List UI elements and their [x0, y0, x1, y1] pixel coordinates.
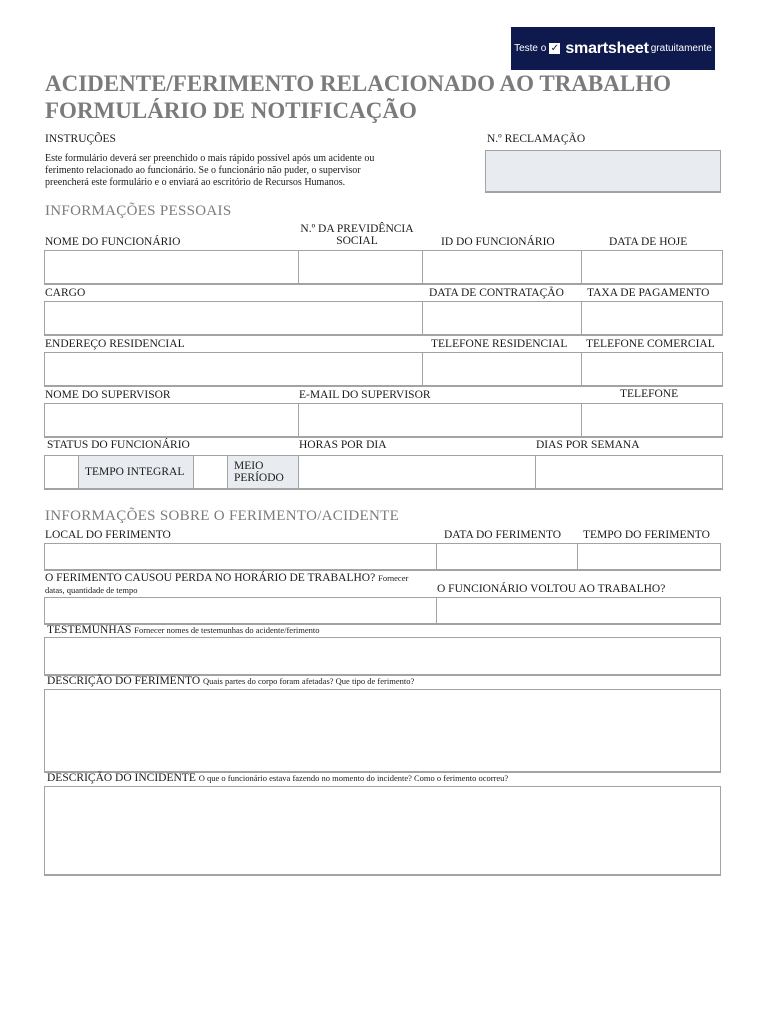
banner-suffix: gratuitamente: [650, 43, 712, 54]
days-per-week-label: DIAS POR SEMANA: [536, 439, 640, 451]
instructions-line: Este formulário deverá ser preenchido o mais rápido possível após um acidente ou: [45, 153, 375, 164]
employee-id-field[interactable]: [423, 251, 582, 283]
injury-info-heading: INFORMAÇÕES SOBRE O FERIMENTO/ACIDENTE: [45, 508, 400, 524]
hours-per-day-field[interactable]: [299, 456, 536, 488]
supervisor-phone-field[interactable]: [582, 404, 722, 436]
personal-row-3: [44, 352, 723, 387]
supervisor-name-label: NOME DO SUPERVISOR: [45, 389, 171, 401]
injury-description-field[interactable]: [44, 689, 721, 773]
witnesses-title: TESTEMUNHAS: [47, 624, 132, 636]
ssn-label-line: N.º DA PREVIDÊNCIA: [300, 223, 414, 235]
supervisor-email-label: E-MAIL DO SUPERVISOR: [299, 389, 431, 401]
instructions-heading: INSTRUÇÕES: [45, 133, 116, 145]
smartsheet-trial-banner[interactable]: [511, 27, 715, 70]
instructions-line: preencherá este formulário e o enviará ao escritório de Recursos Humanos.: [45, 177, 346, 188]
days-per-week-field[interactable]: [536, 456, 722, 488]
banner-brand: smartsheet: [565, 39, 649, 57]
work-phone-label: TELEFONE COMERCIAL: [586, 338, 715, 350]
injury-location-label: LOCAL DO FERIMENTO: [45, 529, 171, 541]
returned-to-work-field[interactable]: [437, 598, 720, 623]
injury-time-field[interactable]: [578, 544, 720, 569]
witnesses-hint: Fornecer nomes de testemunhas do acidente/ferimento: [134, 625, 320, 635]
banner-prefix: Teste o: [514, 43, 547, 54]
injury-time-label: TEMPO DO FERIMENTO: [583, 529, 710, 541]
part-time-checkbox[interactable]: [194, 456, 228, 488]
incident-description-field[interactable]: [44, 786, 721, 876]
pay-rate-field[interactable]: [582, 302, 722, 334]
hours-per-day-label: HORAS POR DIA: [299, 439, 387, 451]
form-title-line1: ACIDENTE/FERIMENTO RELACIONADO AO TRABALHO: [45, 71, 671, 96]
job-title-label: CARGO: [45, 287, 86, 299]
lost-time-hint: Fornecer: [378, 573, 409, 583]
ssn-label: [298, 223, 416, 247]
claim-number-field[interactable]: [485, 150, 721, 193]
injury-description-label: [47, 675, 414, 687]
pay-rate-label: TAXA DE PAGAMENTO: [587, 287, 710, 299]
witnesses-label: [47, 624, 320, 636]
full-time-label: TEMPO INTEGRAL: [79, 456, 194, 488]
incident-description-label: [47, 772, 508, 784]
incident-description-hint: O que o funcionário estava fazendo no momento do incidente? Como o ferimento ocorreu?: [198, 773, 509, 783]
employee-name-field[interactable]: [45, 251, 299, 283]
form-title-line2: FORMULÁRIO DE NOTIFICAÇÃO: [45, 98, 417, 123]
injury-date-label: DATA DO FERIMENTO: [444, 529, 562, 541]
incident-description-title: DESCRIÇÃO DO INCIDENTE: [47, 772, 196, 784]
home-phone-field[interactable]: [423, 353, 582, 385]
ssn-label-line: SOCIAL: [336, 235, 378, 247]
witnesses-field[interactable]: [44, 637, 721, 676]
instructions-text: [45, 153, 374, 189]
returned-to-work-label: O FUNCIONÁRIO VOLTOU AO TRABALHO?: [437, 583, 666, 595]
work-phone-field[interactable]: [582, 353, 722, 385]
supervisor-phone-label: TELEFONE: [620, 388, 679, 400]
home-address-label: ENDEREÇO RESIDENCIAL: [45, 338, 185, 350]
employee-name-label: NOME DO FUNCIONÁRIO: [45, 236, 181, 248]
home-phone-label: TELEFONE RESIDENCIAL: [431, 338, 568, 350]
part-time-label: [228, 456, 299, 488]
supervisor-name-field[interactable]: [45, 404, 299, 436]
lost-time-label: [45, 572, 408, 584]
full-time-checkbox[interactable]: [45, 456, 79, 488]
personal-row-5: [44, 455, 723, 490]
supervisor-email-field[interactable]: [299, 404, 582, 436]
home-address-field[interactable]: [45, 353, 423, 385]
personal-row-4: [44, 403, 723, 438]
injury-date-field[interactable]: [437, 544, 578, 569]
smartsheet-check-icon: ✓: [550, 43, 560, 54]
ssn-field[interactable]: [299, 251, 423, 283]
part-time-label-line: PERÍODO: [234, 472, 284, 484]
instructions-line: ferimento relacionado ao funcionário. Se o funcionário não puder, o supervisor: [45, 165, 361, 176]
injury-row-1: [44, 543, 721, 571]
injury-row-2: [44, 597, 721, 625]
job-title-field[interactable]: [45, 302, 423, 334]
claim-number-label: N.º RECLAMAÇÃO: [487, 133, 586, 145]
personal-info-heading: INFORMAÇÕES PESSOAIS: [45, 203, 232, 219]
hire-date-field[interactable]: [423, 302, 582, 334]
lost-time-question: O FERIMENTO CAUSOU PERDA NO HORÁRIO DE TRABALHO?: [45, 572, 376, 584]
employee-id-label: ID DO FUNCIONÁRIO: [441, 236, 555, 248]
injury-description-title: DESCRIÇÃO DO FERIMENTO: [47, 675, 201, 687]
personal-row-2: [44, 301, 723, 336]
employee-status-label: STATUS DO FUNCIONÁRIO: [47, 439, 190, 451]
hire-date-label: DATA DE CONTRATAÇÃO: [429, 287, 564, 299]
part-time-label-line: MEIO: [234, 460, 264, 472]
today-date-field[interactable]: [582, 251, 722, 283]
lost-time-field[interactable]: [45, 598, 437, 623]
lost-time-hint-line: datas, quantidade de tempo: [45, 585, 138, 595]
injury-description-hint: Quais partes do corpo foram afetadas? Que tipo de ferimento?: [203, 676, 415, 686]
today-date-label: DATA DE HOJE: [609, 236, 688, 248]
injury-location-field[interactable]: [45, 544, 437, 569]
personal-row-1: [44, 250, 723, 285]
